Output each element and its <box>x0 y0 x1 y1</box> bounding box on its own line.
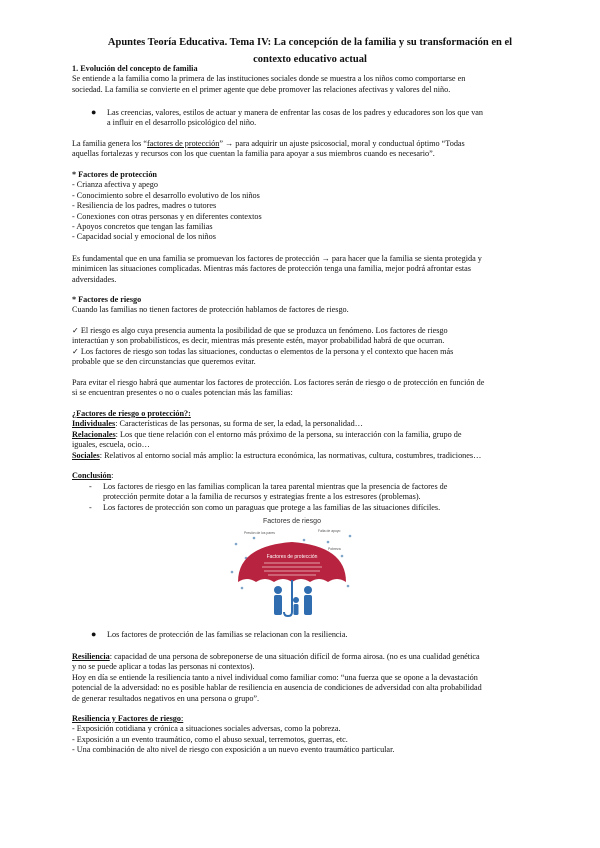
question-heading: ¿Factores de riesgo o protección?: <box>72 409 191 418</box>
risk-heading: * Factores de riesgo <box>72 295 142 304</box>
risk-factors: * Factores de riesgo Cuando las familias no tienen factores de protección hablamos de factores de riesgo. <box>72 295 537 316</box>
risk-or-protection: ¿Factores de riesgo o protección?: Individuales: Características de las personas, su forma de ser, la edad, la personalidad… Relacionales: Los que tiene relación con el entorno más próximo de la persona, su interacción con la familia, grupo de iguales, escuela, ocio… Sociales: Relativos al entorno social más amplio: la estructura económica, las normativas, cultura, costumbres, tradiciones… <box>72 409 537 461</box>
fundamental-paragraph: Es fundamental que en una familia se promuevan los factores de protección → para hacer que la familia se sienta protegida y minimicen las situaciones complicadas. Mientras más factores de protección tenga una familia, mejor podrá afrontar estas adversidades. <box>72 254 482 284</box>
risk-checks: ✓ El riesgo es algo cuya presencia aumenta la posibilidad de que se produzca un fenómeno. Los factores de riesgo interactúan y son probabilísticos, es decir, mientras más presente estén, mayor probabilidad habrá de que ocurran. ✓ Los factores de riesgo son todas las situaciones, conductas o elementos de la persona y el contexto que hacen más probable que se den circunstancias que queremos evitar. <box>72 326 454 367</box>
list-item: - Capacidad social y emocional de los niños <box>72 232 216 242</box>
resilience-label: Resiliencia <box>72 652 110 661</box>
list-item: - Exposición a un evento traumático, como el abuso sexual, terremotos, guerras, etc. <box>72 734 348 744</box>
protection-title-label: Factores de protección <box>266 554 318 560</box>
bullet-icon: ● <box>91 629 97 639</box>
list-item: - Crianza afectiva y apego <box>72 180 158 190</box>
resilience-risk-factors <box>72 714 537 756</box>
paragraph: sociedad. La familia se convierte en el primer agente que debe promover las relaciones afectivas y valores del niño. <box>72 84 451 94</box>
small-label: Falta de apoyo <box>318 529 341 533</box>
protection-link: factores de protección <box>147 139 220 148</box>
resilience-definition: Resiliencia: capacidad de una persona de sobreponerse de una situación difícil de forma airosa. (no es una cualidad genética y no se puede aplicar a todas las personas ni contextos). Hoy en día se entiende la resiliencia tanto a nivel individual como familiar como: “una fuerza que se opone a la devastación potencial de la adversidad: no es posible hablar de resiliencia en ausencia de condiciones de adversidad con alta probabilidad de generar resultados negativos en una persona o grupo”. <box>72 652 482 703</box>
umbrella-family-image <box>224 514 360 618</box>
resilience-risk-heading: Resiliencia y Factores de riesgo: <box>72 714 184 723</box>
section-1 <box>72 64 537 95</box>
bullet-item: Las creencias, valores, estilos de actuar y manera de enfrentar las cosas de los padres y educadores son los que van a influir en el desarrollo psicológico del niño. <box>107 108 484 128</box>
conclusion-heading: Conclusión <box>72 471 112 480</box>
list-item: - Apoyos concretos que tengan las familias <box>72 222 213 232</box>
list-item: - Conexiones con otras personas y en diferentes contextos <box>72 211 262 221</box>
list-item: - Una combinación de alto nivel de riesgo con exposición a un nuevo evento traumático particular. <box>72 745 395 755</box>
conclusion-list: - Los factores de riesgo en las familias complican la tarea parental mientras que la presencia de factores de protección permite dotar a la familia de recursos y estrategias frente a los estresores (problemas). - Los factores de protección son como un paraguas que protege a las familias de las situaciones difíciles. <box>89 482 448 512</box>
list-item: - Conocimiento sobre el desarrollo evolutivo de los niños <box>72 190 260 200</box>
bullet-item: Los factores de protección de las familias se relacionan con la resiliencia. <box>107 630 348 639</box>
small-label: Presión de los pares <box>244 531 275 535</box>
list-item: - Exposición cotidiana y crónica a situaciones sociales adversas, como la pobreza. <box>72 724 341 734</box>
protection-factors <box>72 170 537 243</box>
paragraph: Se entiende a la familia como la primera de las instituciones sociales donde se muestra a los niños como comportarse en <box>72 74 466 84</box>
conclusion-heading-block: Conclusión: <box>72 471 114 480</box>
avoid-paragraph: Para evitar el riesgo habrá que aumentar los factores de protección. Los factores serán de riesgo o de protección en función de si se encuentran presentes o no o cuales potencian más las familias: <box>72 378 485 398</box>
protection-intro: La familia genera los “factores de protección” → para adquirir un ajuste psicosocial, moral y conductual óptimo “Todas aquellas fortalezas y recursos con los que cuentan la familia para apoyar a sus miembros cuando es necesario”. <box>72 139 465 159</box>
section-heading: 1. Evolución del concepto de familia <box>72 64 198 73</box>
protection-heading: * Factores de protección <box>72 170 157 179</box>
bullet-icon: ● <box>91 107 97 117</box>
document-title: Apuntes Teoría Educativa. Tema IV: La concepción de la familia y su transformación en el contexto educativo actual <box>107 37 513 65</box>
risk-title-label: Factores de riesgo <box>263 518 321 525</box>
small-label: Pobreza <box>328 547 341 551</box>
list-item: - Resiliencia de los padres, madres o tutores <box>72 201 217 211</box>
